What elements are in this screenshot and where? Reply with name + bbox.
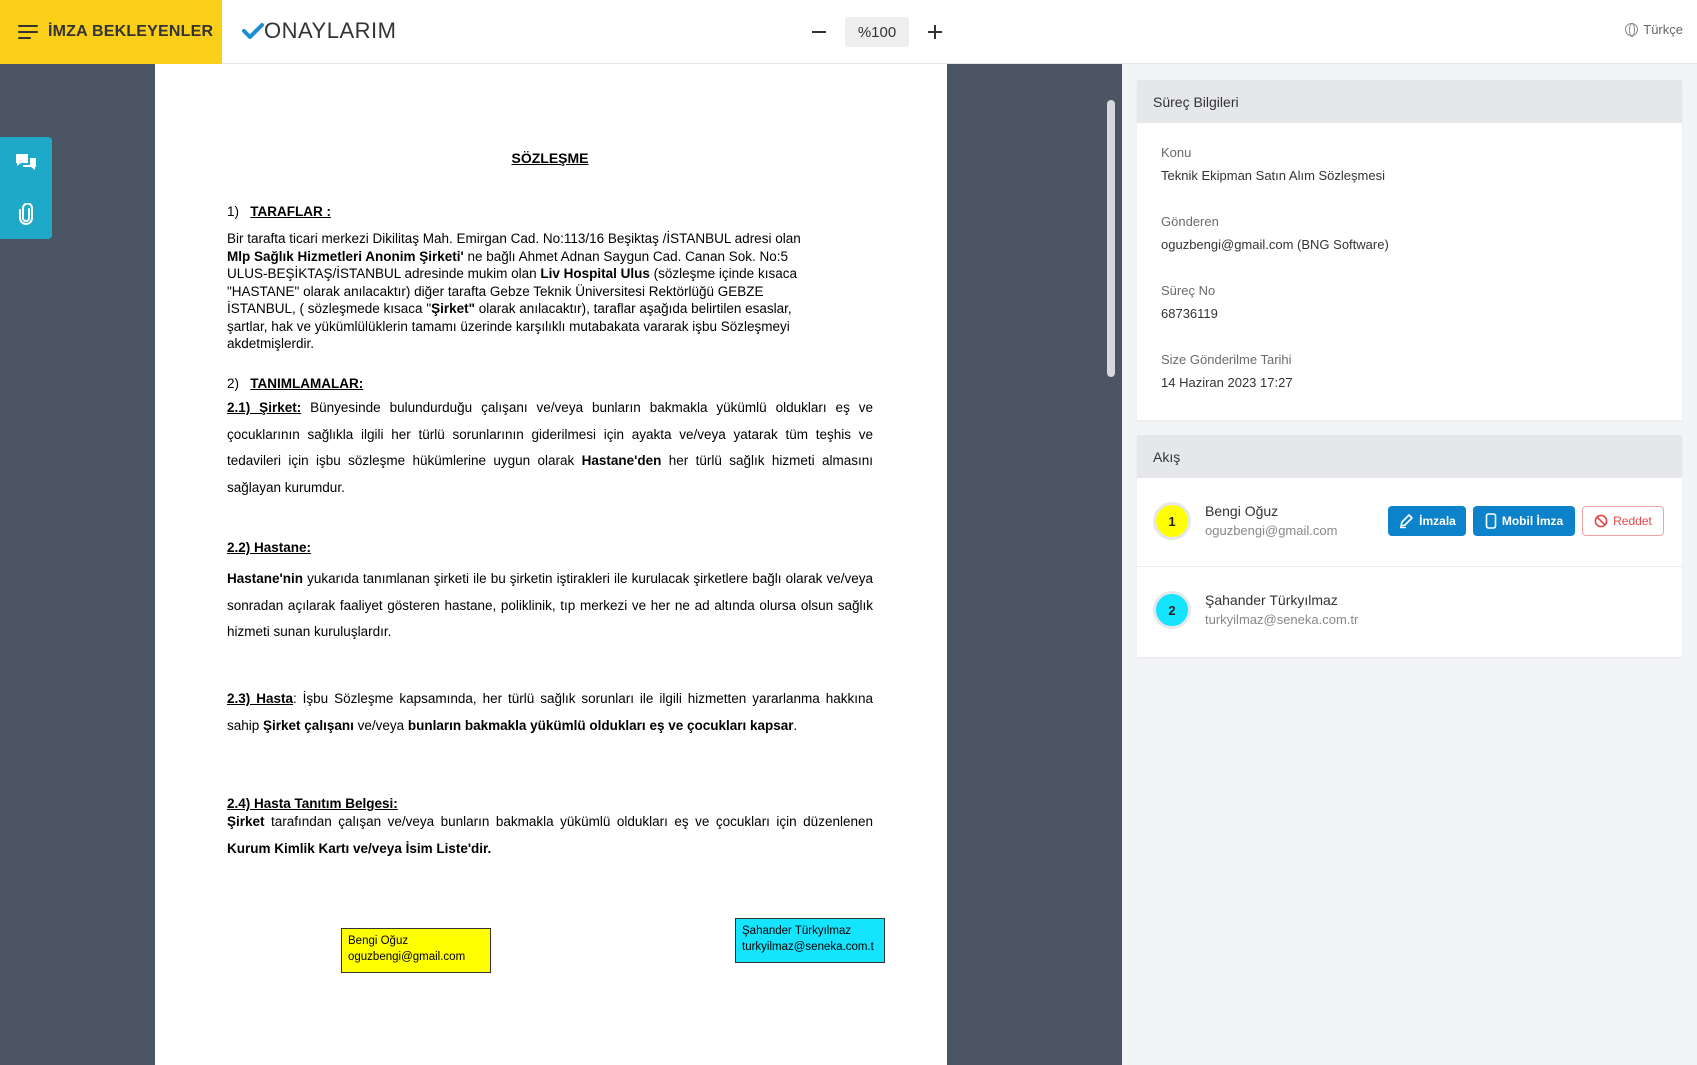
right-panel bbox=[1122, 64, 1697, 1065]
check-logo-icon bbox=[242, 22, 264, 40]
process-info-header: Süreç Bilgileri bbox=[1137, 80, 1682, 123]
comments-button[interactable] bbox=[0, 137, 52, 188]
pen-icon bbox=[1398, 513, 1414, 529]
flow-header: Akış bbox=[1137, 435, 1682, 478]
section-2-4-heading: 2.4) Hasta Tanıtım Belgesi: bbox=[227, 796, 398, 811]
document-title: SÖZLEŞME bbox=[511, 150, 589, 166]
flow-item bbox=[1137, 478, 1682, 567]
viewer-background bbox=[947, 64, 1122, 1065]
sent-date-label: Size Gönderilme Tarihi bbox=[1161, 352, 1292, 367]
sender-label: Gönderen bbox=[1161, 214, 1219, 229]
reject-button[interactable]: Reddet bbox=[1582, 506, 1664, 536]
language-label: Türkçe bbox=[1643, 22, 1683, 37]
signer-name: Bengi Oğuz bbox=[1205, 503, 1279, 519]
side-toolbar bbox=[0, 137, 52, 239]
section-2-4: Şirket tarafından çalışan ve/veya bunların bakmakla yükümlü oldukları eş ve çocukları için düzenlenen Kurum Kimlik Kartı ve/veya İsim Liste'dir. bbox=[227, 814, 873, 856]
mobile-sign-button[interactable]: Mobil İmza bbox=[1473, 506, 1575, 536]
ban-icon bbox=[1594, 514, 1608, 528]
top-header bbox=[0, 0, 1697, 64]
document-viewer[interactable] bbox=[155, 64, 947, 1065]
section-2-heading: 2) TANIMLAMALAR: bbox=[227, 376, 364, 391]
menu-label: İMZA BEKLEYENLER bbox=[48, 23, 214, 40]
signature-box-1[interactable]: Bengi Oğuz oguzbengi@gmail.com bbox=[341, 928, 491, 973]
flow-item bbox=[1137, 567, 1682, 656]
signer-email: turkyilmaz@seneka.com.tr bbox=[1205, 612, 1359, 627]
process-no-value: 68736119 bbox=[1161, 306, 1218, 321]
zoom-control bbox=[803, 14, 951, 50]
signer-name: Şahander Türkyılmaz bbox=[1205, 592, 1338, 608]
section-2-3: 2.3) Hasta: İşbu Sözleşme kapsamında, her türlü sağlık sorunları ile ilgili hizmetten yararlanma hakkına sahip Şirket çalışanı ve/veya bunların bakmakla yükümlü oldukları eş ve çocukları kapsar. bbox=[227, 691, 873, 733]
attachments-button[interactable] bbox=[0, 188, 52, 239]
hamburger-icon bbox=[18, 25, 38, 39]
chat-icon bbox=[14, 152, 38, 174]
section-2-2-heading: 2.2) Hastane: bbox=[227, 540, 312, 555]
document-scrollbar[interactable] bbox=[1107, 100, 1115, 377]
sent-date-value: 14 Haziran 2023 17:27 bbox=[1161, 375, 1293, 390]
order-badge: 2 bbox=[1153, 591, 1191, 629]
plus-icon bbox=[927, 24, 943, 40]
menu-button[interactable] bbox=[0, 0, 222, 64]
signer-email: oguzbengi@gmail.com bbox=[1205, 523, 1338, 538]
process-info-card bbox=[1137, 80, 1682, 420]
language-selector[interactable] bbox=[1625, 22, 1683, 37]
globe-icon bbox=[1625, 23, 1638, 36]
section-1-text: Bir tarafta ticari merkezi Dikilitaş Mah. Emirgan Cad. No:113/16 Beşiktaş /İSTANBUL adresi olan Mlp Sağlık Hizmetleri Anonim Şirketi' ne bağlı Ahmet Adnan Saygun Cad. Canan Sok. No:5 ULUS-BEŞİKTAŞ/İSTANBUL adresinde mukim olan Liv Hospital Ulus (sözleşme içinde kısaca "HASTANE" olarak anılacaktır) diğer tarafta Gebze Teknik Üniversitesi Rektörlüğü GEBZE İSTANBUL, ( sözleşmede kısaca "Şirket" olarak anılacaktır), taraflar aşağıda belirtilen esaslar, şartlar, hak ve yükümlülüklerin tamamı üzerinde karşılıklı mutabakata vararak işbu Sözleşmeyi akdetmişlerdir. bbox=[227, 231, 801, 351]
sign-button[interactable]: İmzala bbox=[1388, 506, 1466, 536]
minus-icon bbox=[811, 24, 827, 40]
sender-value: oguzbengi@gmail.com (BNG Software) bbox=[1161, 237, 1389, 252]
logo bbox=[242, 18, 396, 44]
zoom-out-button[interactable] bbox=[803, 14, 835, 50]
flow-card bbox=[1137, 435, 1682, 657]
process-no-label: Süreç No bbox=[1161, 283, 1216, 298]
subject-value: Teknik Ekipman Satın Alım Sözleşmesi bbox=[1161, 168, 1385, 183]
zoom-value: %100 bbox=[845, 17, 909, 47]
section-2-2: Hastane'nin yukarıda tanımlanan şirketi ile bu şirketin iştirakleri ile kurulacak şirketlere bağlı olarak ve/veya sonradan açılarak faaliyet gösteren hastane, poliklinik, tıp merkezi ve her ne ad altında olursa olsun sağlık hizmeti sunan kuruluşlardır. bbox=[227, 571, 873, 639]
subject-label: Konu bbox=[1161, 145, 1192, 160]
mobile-phone-icon bbox=[1485, 513, 1497, 529]
section-1-heading: 1) TARAFLAR : bbox=[227, 204, 332, 219]
signature-box-2[interactable]: Şahander Türkyılmaz turkyilmaz@seneka.com.t bbox=[735, 918, 885, 963]
order-badge: 1 bbox=[1153, 502, 1191, 540]
left-sidebar bbox=[0, 64, 155, 1065]
zoom-in-button[interactable] bbox=[919, 14, 951, 50]
logo-text: ONAYLARIM bbox=[264, 18, 397, 43]
paperclip-icon bbox=[17, 203, 35, 225]
section-2-1: 2.1) Şirket: Bünyesinde bulundurduğu çalışanı ve/veya bunların bakmakla yükümlü oldukları eş ve çocuklarının sağlıkla ilgili her türlü sorunlarının giderilmesi için ayakta ve/veya yatarak tüm teşhis ve tedavileri için işbu sözleşme hükümlerine uygun olarak Hastane'den her türlü sağlık hizmeti almasını sağlayan kurumdur. bbox=[227, 400, 873, 495]
